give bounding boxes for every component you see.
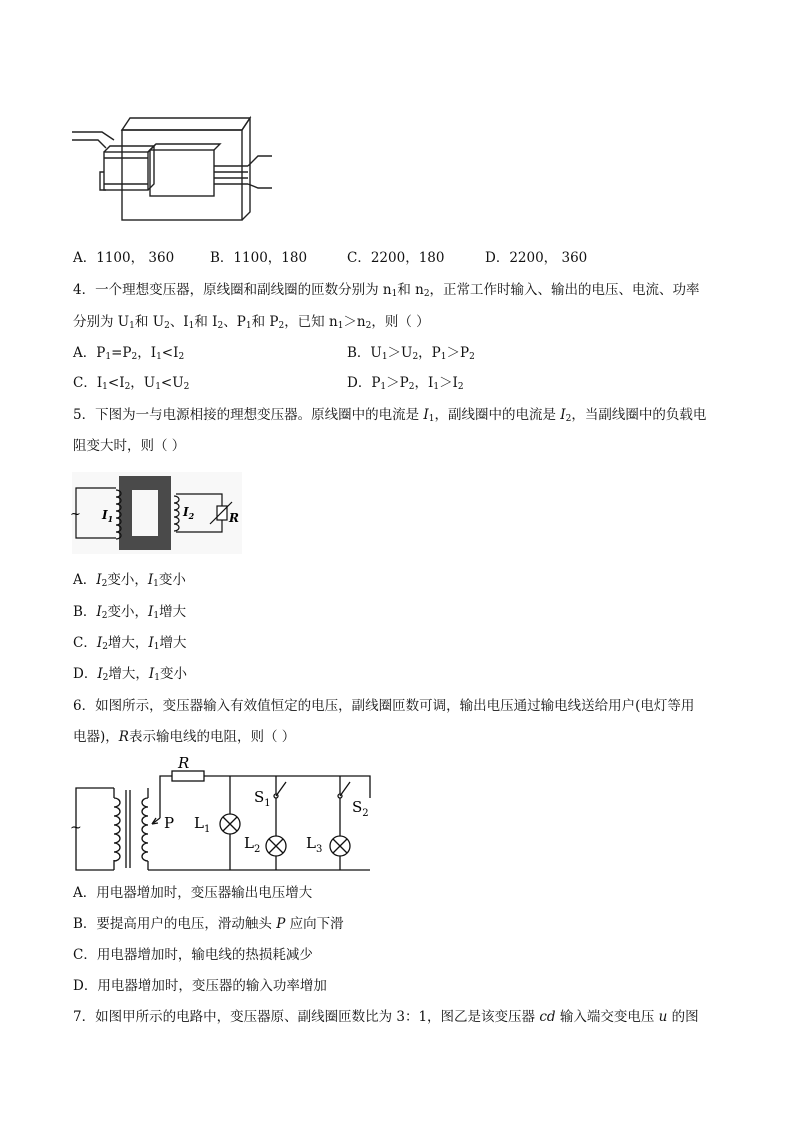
q7-italic-cd: cd — [539, 1009, 556, 1025]
q4-sub: 2 — [408, 382, 415, 392]
q5-opt-text: 增大， — [108, 666, 149, 682]
q4-sub: 1 — [245, 321, 252, 331]
q3-option-c-letter: C． — [347, 250, 371, 266]
q5-option-d — [73, 664, 187, 688]
q5-sub: 1 — [153, 579, 159, 589]
q4-sub: 2 — [183, 382, 190, 392]
q4-opt-text: ＞P — [446, 345, 470, 361]
q4-sub: 1 — [129, 321, 135, 331]
q4-option-b — [347, 343, 475, 367]
q4-text: ，则（ ） — [371, 314, 430, 330]
q3-option-a-text: 1100， 360 — [96, 250, 175, 266]
q5-italic-i: I — [147, 572, 154, 588]
q6-text: 电器)， — [73, 729, 119, 745]
q5-ac-source-symbol: ~ — [70, 507, 81, 522]
q3-option-c-text: 2200，180 — [370, 250, 445, 266]
q5-opt-text: 变小， — [107, 604, 148, 620]
q5-transformer-figure — [72, 472, 242, 554]
q6-fig-l2-label: $L_2$ — [244, 834, 261, 855]
q4-sub: 2 — [423, 289, 430, 299]
q4-sub: 1 — [380, 382, 387, 392]
q4-opt-text: =P — [111, 345, 132, 361]
q3-option-b-letter: B． — [210, 250, 234, 266]
q5-sub: 2 — [101, 611, 108, 621]
q5-label-i2: $I_2$ — [183, 505, 195, 521]
q4-text: 、I — [169, 314, 189, 330]
q5-italic-i: I — [148, 666, 155, 682]
q5-italic-i: I — [96, 604, 102, 620]
q4-sub: 2 — [457, 382, 464, 392]
q5-label-r: R — [229, 511, 239, 525]
q4-text: 和 P — [251, 314, 279, 330]
q6-italic-p: P — [276, 916, 286, 932]
q5-opt-text: 变小， — [107, 572, 148, 588]
q3-options — [73, 248, 174, 268]
q7-text: 的图 — [667, 1009, 699, 1025]
q4-opt-text: <I — [161, 345, 179, 361]
q4-opt-text: <I — [107, 375, 125, 391]
q3-option-c — [347, 248, 444, 268]
q6-italic-r: R — [118, 729, 129, 745]
q5-sub: 2 — [101, 579, 108, 589]
q4-text: ，正常工作时输入、输出的电压、电流、功率 — [429, 282, 700, 298]
q7-text: 输入端交变电压 — [555, 1009, 659, 1025]
q4-sub: 1 — [188, 321, 195, 331]
q4-sub: 1 — [337, 321, 344, 331]
q4-sub: 1 — [102, 382, 108, 392]
q5-stem-line1 — [73, 405, 706, 429]
q6-stem-line1: 6．如图所示，变压器输入有效值恒定的电压，副线圈匝数可调，输出电压通过输电线送给用户(电灯等用 — [73, 698, 695, 714]
q5-opt-text: 增大 — [159, 604, 187, 620]
q3-option-d-text: 2200， 360 — [509, 250, 588, 266]
q5-opt-text: 变小 — [159, 666, 187, 682]
q6-text: 表示输电线的电阻，则（ ） — [128, 729, 296, 745]
q7-text: 7．如图甲所示的电路中，变压器原、副线圈匝数比为 3：1，图乙是该变压器 — [73, 1009, 540, 1025]
q5-italic-i: I — [96, 572, 102, 588]
q4-opt-text: ＞P — [386, 375, 409, 391]
q4-sub: 2 — [131, 352, 138, 362]
q5-stem-line2: 阻变大时，则（ ） — [73, 438, 186, 454]
q4-sub: 2 — [365, 321, 372, 331]
q3-option-d — [485, 248, 587, 268]
q5-italic-i: I — [148, 604, 154, 620]
q6-option-a: A．用电器增加时，变压器输出电压增大 — [73, 885, 313, 901]
q4-stem-line2 — [73, 312, 430, 336]
q5-italic-i: I — [96, 635, 103, 651]
q5-text: ，副线圈中的电流是 — [434, 407, 561, 423]
q5-sub: 2 — [565, 414, 572, 424]
q6-fig-r-label: R — [178, 754, 190, 772]
q4-sub: 2 — [178, 352, 185, 362]
q4-opt-text: ，P — [418, 345, 441, 361]
q4-opt-text: A．P — [73, 345, 106, 361]
q4-sub: 1 — [381, 352, 388, 362]
q5-italic-i: I — [97, 666, 103, 682]
q5-option-b — [73, 602, 186, 626]
q4-opt-text: ，I — [414, 375, 434, 391]
q7-italic-u: u — [658, 1009, 668, 1025]
q4-text: ＞n — [343, 314, 366, 330]
q4-option-c — [73, 373, 189, 397]
q5-italic-i: I — [148, 635, 154, 651]
q6-fig-ac-symbol: ~ — [70, 820, 82, 836]
q4-sub: 2 — [217, 321, 224, 331]
q5-option-a — [73, 570, 186, 594]
q4-sub: 1 — [156, 352, 162, 362]
q6-fig-s1-label: $S_1$ — [254, 788, 271, 809]
q4-option-d — [347, 373, 464, 397]
q3-option-d-letter: D． — [485, 250, 510, 266]
q5-sub: 1 — [154, 673, 160, 683]
q5-option-c — [73, 633, 187, 657]
q5-sub: 1 — [428, 414, 435, 424]
q5-opt-text: 增大 — [159, 635, 187, 651]
q5-label-i1: $I_1$ — [102, 508, 114, 524]
q6-fig-s2-label: $S_2$ — [352, 798, 369, 819]
q5-opt-letter: A． — [73, 572, 97, 588]
q5-text: ，当副线圈中的负载电 — [571, 407, 707, 423]
q6-fig-l3-label: $L_3$ — [306, 834, 323, 855]
q4-sub: 2 — [124, 382, 131, 392]
q4-sub: 1 — [440, 352, 447, 362]
q3-option-a-letter: A． — [73, 250, 97, 266]
q4-sub: 2 — [278, 321, 285, 331]
q4-text: 分别为 U — [73, 314, 130, 330]
q4-text: 和 n — [397, 282, 424, 298]
q4-opt-text: ＞U — [387, 345, 413, 361]
q4-sub: 1 — [155, 382, 161, 392]
q4-sub: 1 — [105, 352, 112, 362]
q6-option-d: D．用电器增加时，变压器的输入功率增加 — [73, 978, 327, 994]
q4-sub: 1 — [433, 382, 440, 392]
q4-sub: 1 — [391, 289, 398, 299]
q5-sub: 1 — [153, 611, 160, 621]
q4-text: 、P — [223, 314, 246, 330]
q4-sub: 2 — [164, 321, 170, 331]
q4-text: 和 U — [134, 314, 165, 330]
q5-sub: 2 — [102, 642, 108, 652]
q5-opt-letter: B． — [73, 604, 97, 620]
q6-fig-p-label: P — [164, 814, 175, 832]
q4-opt-text: ＞I — [439, 375, 458, 391]
q5-sub: 2 — [102, 673, 109, 683]
q4-text: 和 I — [194, 314, 218, 330]
q4-opt-text: ，U — [130, 375, 156, 391]
q4-opt-text: C．I — [73, 375, 103, 391]
q4-opt-text: <U — [160, 375, 184, 391]
q4-text: 4．一个理想变压器，原线圈和副线圈的匝数分别为 n — [73, 282, 392, 298]
q4-sub: 2 — [412, 352, 419, 362]
q6-opt-text: 应向下滑 — [285, 916, 344, 932]
q5-text: 5．下图为一与电源相接的理想变压器。原线圈中的电流是 — [73, 407, 424, 423]
q5-opt-text: 变小 — [158, 572, 186, 588]
q5-italic-i: I — [423, 407, 429, 423]
q4-opt-text: B．U — [347, 345, 382, 361]
q3-option-b — [210, 248, 307, 268]
q6-option-c: C．用电器增加时，输电线的热损耗减少 — [73, 947, 313, 963]
q4-opt-text: ，I — [137, 345, 157, 361]
q4-opt-text: D．P — [347, 375, 381, 391]
q6-circuit-figure — [70, 754, 390, 876]
q4-text: ，已知 n — [284, 314, 338, 330]
q5-opt-letter: D． — [73, 666, 98, 682]
q5-italic-i: I — [560, 407, 566, 423]
q6-opt-text: B．要提高用户的电压，滑动触头 — [73, 916, 277, 932]
q4-option-a — [73, 343, 184, 367]
q6-option-b — [73, 914, 344, 934]
q5-opt-letter: C． — [73, 635, 97, 651]
transformer-core-figure — [72, 110, 282, 225]
q4-sub: 2 — [469, 352, 475, 362]
q7-stem-line1 — [73, 1007, 699, 1027]
q6-fig-l1-label: $L_1$ — [194, 814, 211, 835]
q6-stem-line2 — [73, 727, 295, 747]
q5-sub: 1 — [153, 642, 160, 652]
q4-stem-line1 — [73, 280, 700, 304]
q5-opt-text: 增大， — [107, 635, 149, 651]
q3-option-b-text: 1100，180 — [233, 250, 308, 266]
